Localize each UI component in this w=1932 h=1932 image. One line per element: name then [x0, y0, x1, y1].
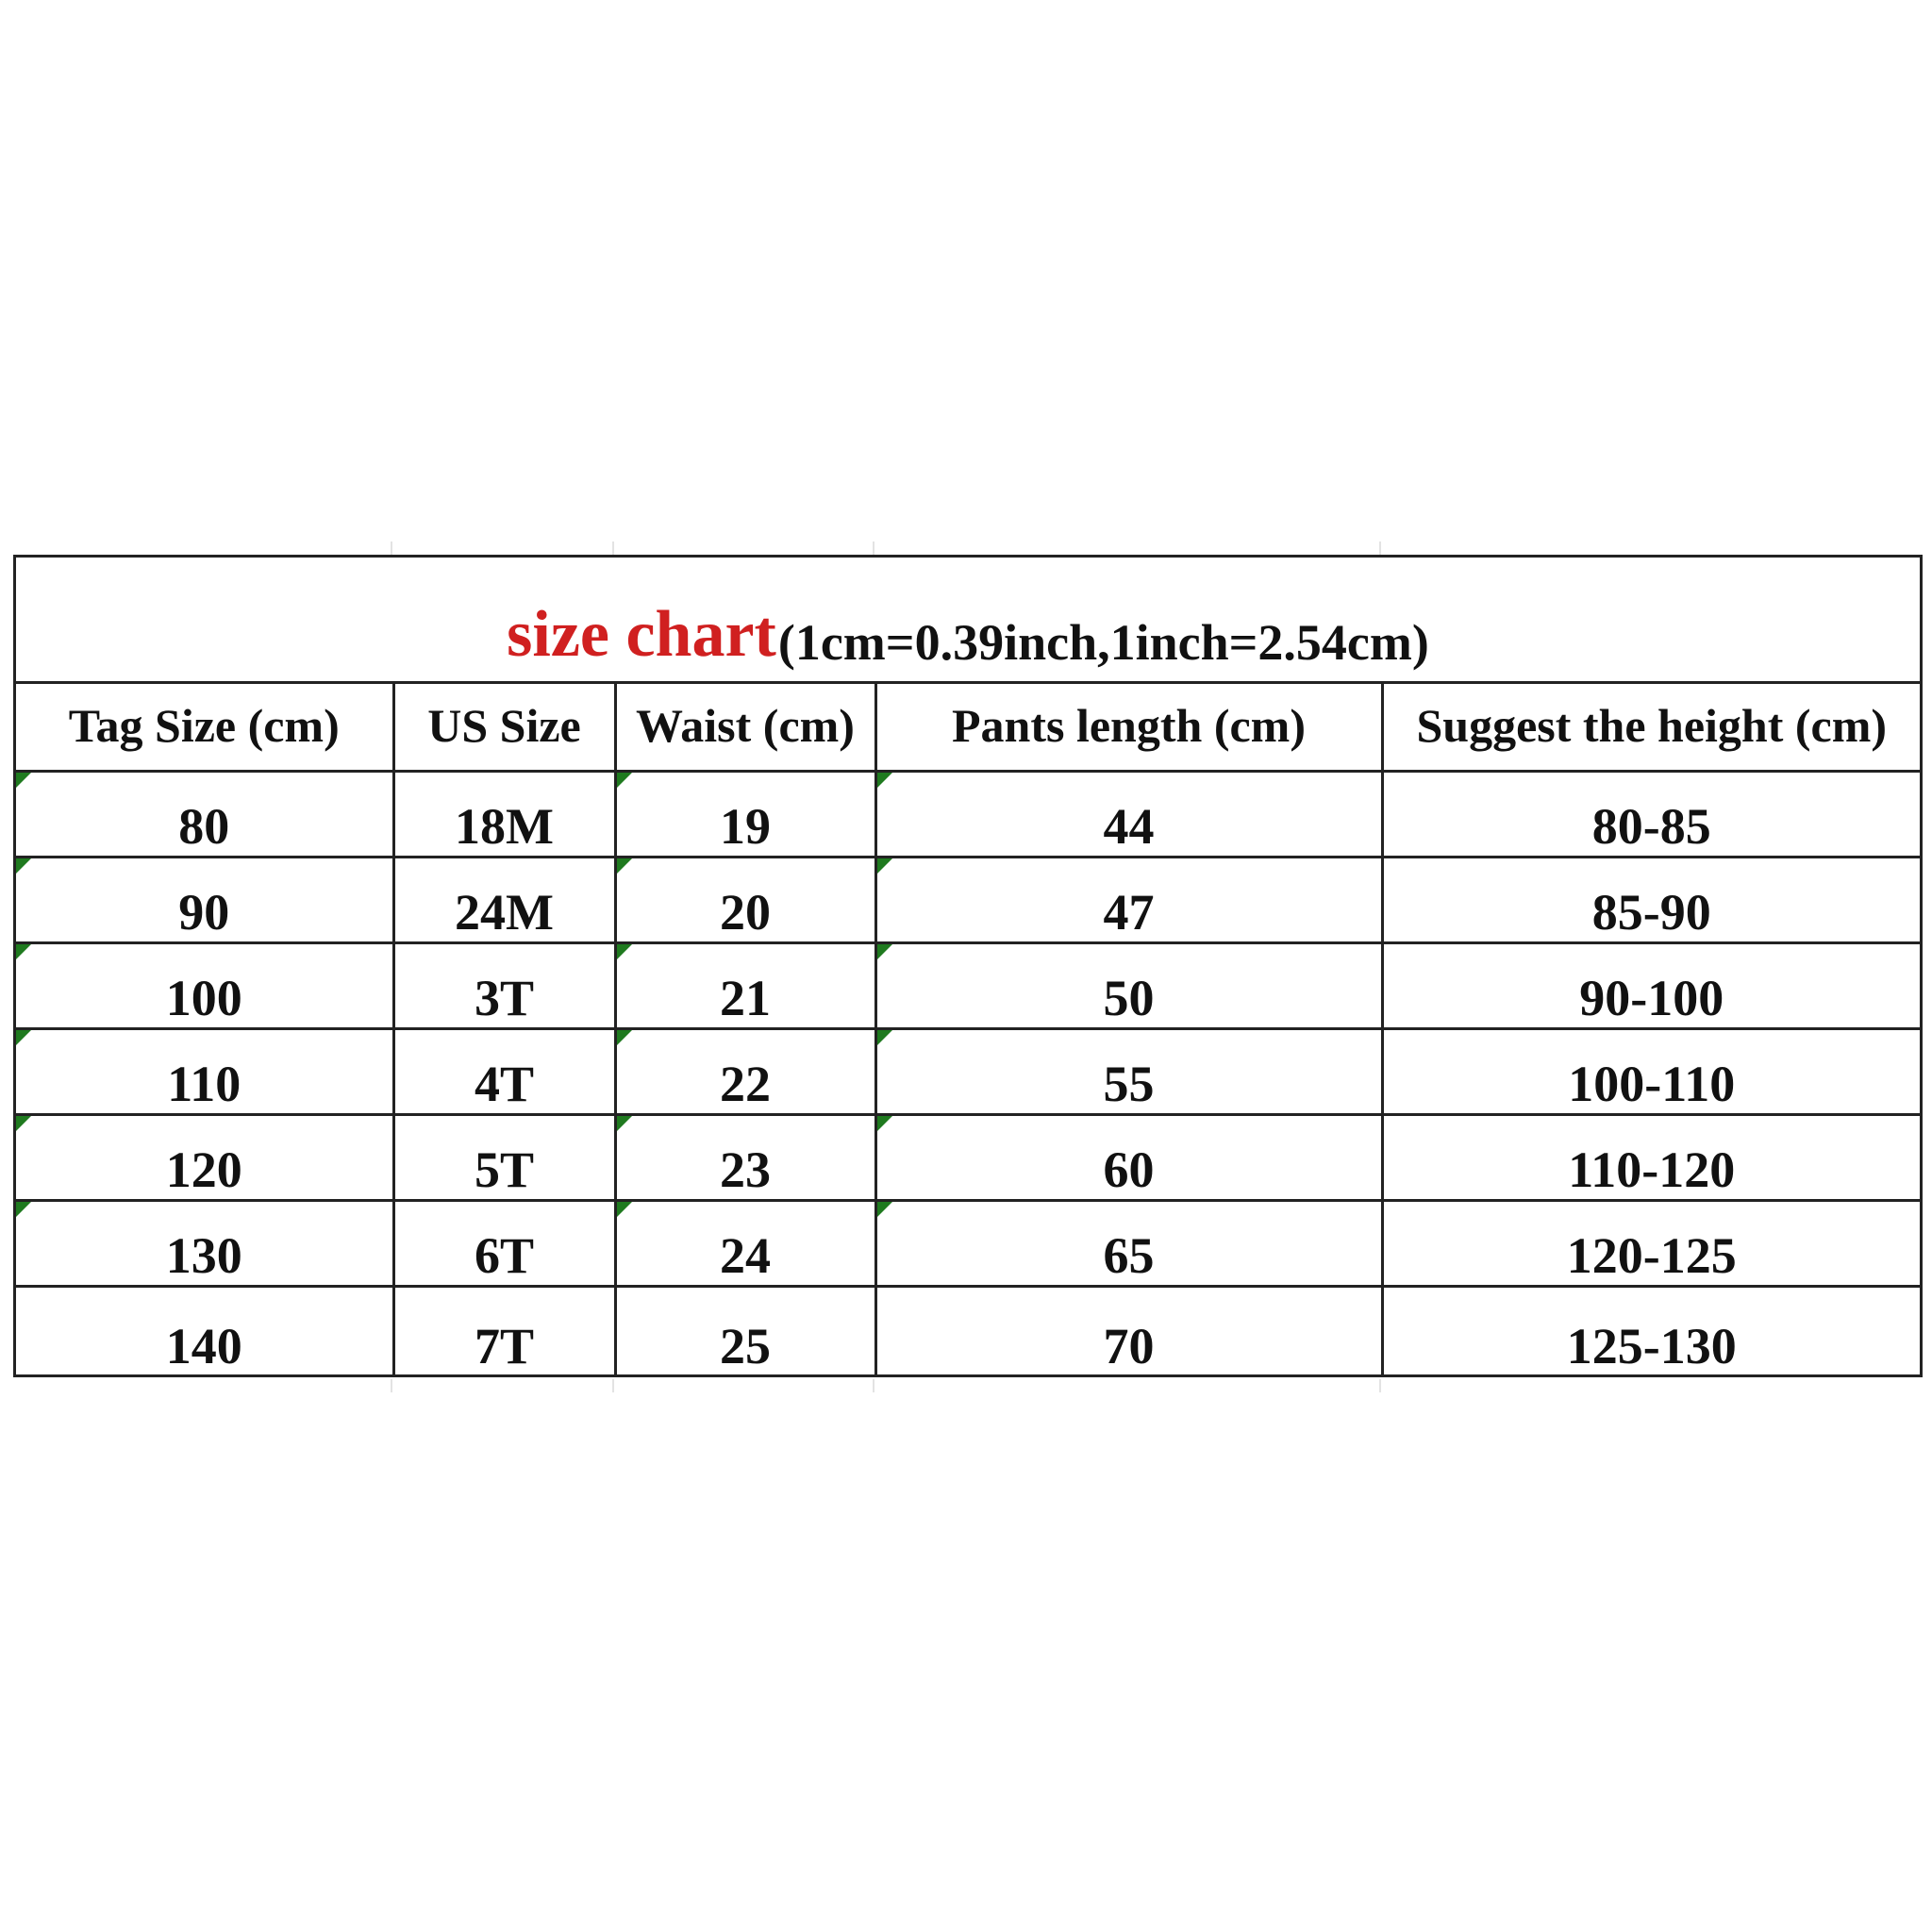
error-flag-icon — [877, 1116, 892, 1131]
error-flag-icon — [16, 1116, 31, 1131]
size-table — [16, 681, 1920, 1375]
cell-us-size: 7T — [393, 1287, 615, 1376]
error-flag-icon — [617, 1202, 632, 1217]
gridline-tick — [612, 541, 614, 555]
cell-text: 110 — [167, 1056, 242, 1112]
error-flag-icon — [617, 773, 632, 788]
cell-suggested-height: 90-100 — [1382, 943, 1920, 1029]
header-row — [16, 681, 1920, 772]
error-flag-icon — [877, 773, 892, 788]
error-flag-icon — [16, 944, 31, 959]
table-row — [16, 858, 1920, 943]
cell-text: 20 — [720, 884, 771, 941]
cell-text: 130 — [165, 1227, 242, 1284]
cell-waist — [615, 858, 875, 943]
cell-suggested-height: 85-90 — [1382, 858, 1920, 943]
cell-text: 24 — [720, 1227, 771, 1284]
error-flag-icon — [16, 858, 31, 874]
cell-text: 60 — [1103, 1141, 1155, 1198]
cell-us-size: 4T — [393, 1029, 615, 1115]
cell-suggested-height: 110-120 — [1382, 1115, 1920, 1201]
cell-text: 44 — [1103, 798, 1155, 855]
cell-text: 47 — [1103, 884, 1155, 941]
cell-text: 65 — [1103, 1227, 1155, 1284]
cell-pants-length — [875, 1115, 1382, 1201]
error-flag-icon — [16, 773, 31, 788]
header-pants-length: Pants length (cm) — [875, 681, 1382, 772]
table-row — [16, 943, 1920, 1029]
gridline-tick — [873, 541, 874, 555]
header-suggested-height: Suggest the height (cm) — [1382, 681, 1920, 772]
table-row — [16, 1029, 1920, 1115]
cell-us-size: 6T — [393, 1201, 615, 1287]
gridline-tick — [391, 1379, 392, 1392]
cell-us-size: 3T — [393, 943, 615, 1029]
cell-suggested-height: 100-110 — [1382, 1029, 1920, 1115]
cell-text: 21 — [720, 970, 771, 1026]
cell-text: 50 — [1103, 970, 1155, 1026]
cell-tag-size: 140 — [16, 1287, 393, 1376]
cell-text: 55 — [1103, 1056, 1155, 1112]
table-row — [16, 1287, 1920, 1376]
cell-tag-size — [16, 858, 393, 943]
header-tag-size: Tag Size (cm) — [16, 681, 393, 772]
error-flag-icon — [877, 1030, 892, 1045]
cell-suggested-height: 120-125 — [1382, 1201, 1920, 1287]
error-flag-icon — [877, 858, 892, 874]
header-waist: Waist (cm) — [615, 681, 875, 772]
size-chart — [13, 555, 1923, 1377]
cell-text: 90 — [178, 884, 230, 941]
cell-tag-size — [16, 1201, 393, 1287]
cell-pants-length — [875, 943, 1382, 1029]
title-row — [16, 558, 1920, 684]
gridline-tick — [873, 1379, 874, 1392]
error-flag-icon — [16, 1202, 31, 1217]
cell-waist — [615, 943, 875, 1029]
error-flag-icon — [877, 944, 892, 959]
cell-tag-size — [16, 1115, 393, 1201]
cell-waist — [615, 1029, 875, 1115]
cell-us-size: 5T — [393, 1115, 615, 1201]
error-flag-icon — [16, 1030, 31, 1045]
cell-waist: 25 — [615, 1287, 875, 1376]
cell-us-size: 24M — [393, 858, 615, 943]
cell-pants-length — [875, 1029, 1382, 1115]
table-row — [16, 772, 1920, 858]
cell-text: 23 — [720, 1141, 771, 1198]
error-flag-icon — [617, 1116, 632, 1131]
gridline-tick — [1379, 541, 1381, 555]
cell-suggested-height: 125-130 — [1382, 1287, 1920, 1376]
cell-waist — [615, 772, 875, 858]
gridline-tick — [1379, 1379, 1381, 1392]
cell-text: 120 — [165, 1141, 242, 1198]
unit-conversion-note: (1cm=0.39inch,1inch=2.54cm) — [777, 614, 1429, 671]
cell-tag-size — [16, 1029, 393, 1115]
cell-us-size: 18M — [393, 772, 615, 858]
cell-pants-length — [875, 1201, 1382, 1287]
cell-text: 19 — [720, 798, 771, 855]
error-flag-icon — [617, 944, 632, 959]
error-flag-icon — [617, 1030, 632, 1045]
header-us-size: US Size — [393, 681, 615, 772]
error-flag-icon — [877, 1202, 892, 1217]
cell-tag-size — [16, 772, 393, 858]
gridline-tick — [391, 541, 392, 555]
cell-pants-length: 70 — [875, 1287, 1382, 1376]
table-row — [16, 1201, 1920, 1287]
cell-pants-length — [875, 858, 1382, 943]
cell-text: 100 — [165, 970, 242, 1026]
gridline-tick — [612, 1379, 614, 1392]
chart-title: size chart — [507, 598, 776, 671]
cell-pants-length — [875, 772, 1382, 858]
error-flag-icon — [617, 858, 632, 874]
table-row — [16, 1115, 1920, 1201]
cell-waist — [615, 1201, 875, 1287]
cell-tag-size — [16, 943, 393, 1029]
cell-text: 80 — [178, 798, 230, 855]
cell-waist — [615, 1115, 875, 1201]
cell-suggested-height: 80-85 — [1382, 772, 1920, 858]
cell-text: 22 — [720, 1056, 771, 1112]
